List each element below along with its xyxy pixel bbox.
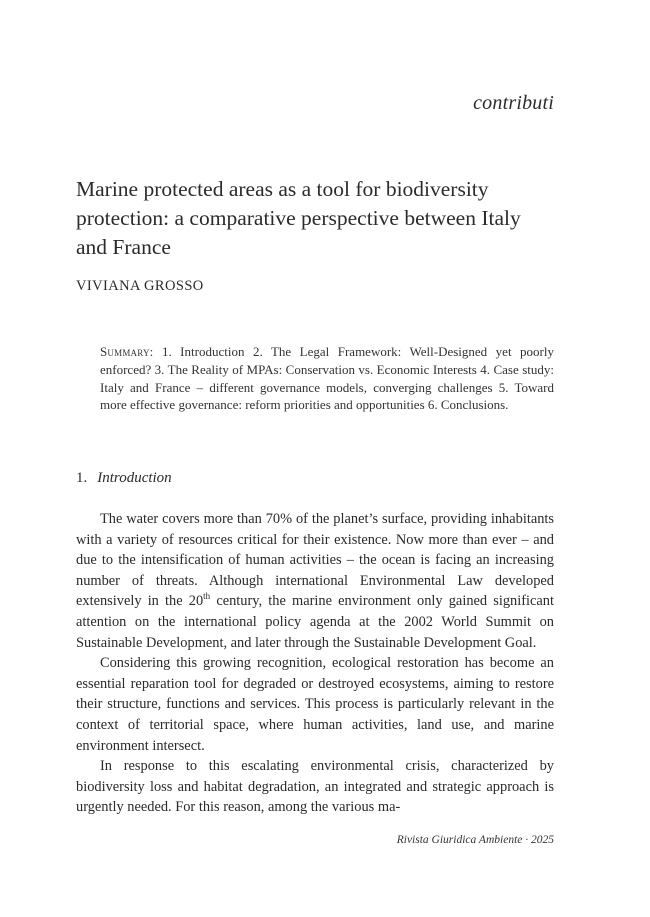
superscript-th: th — [203, 591, 211, 602]
summary — [100, 343, 554, 414]
body-text — [76, 509, 554, 818]
paragraph-3: In response to this escalating environmental crisis, characterized by biodiversity loss and habitat degradation, an integrated and strategic approach is urgently needed. For this reason, among the various ma- — [76, 758, 554, 816]
article-title: Marine protected areas as a tool for biodiversity protection: a comparative perspective between Italy and France — [76, 177, 521, 259]
section-heading — [76, 470, 172, 487]
article-author: VIVIANA GROSSO — [76, 278, 204, 294]
summary-label: Summary: — [100, 344, 154, 359]
section-title: Introduction — [97, 470, 172, 486]
journal-footer: Rivista Giuridica Ambiente · 2025 — [396, 834, 554, 846]
paragraph-1 — [76, 509, 554, 653]
section-label: contributi — [473, 92, 554, 114]
paragraph-1-part-a: The water covers more than 70% of the planet’s surface, providing inhabitants with a variety of resources critical for their existence. Now more than ever – and due to the intensification of human activities – the ocean is facing an increasing number of threats. Although international Environmental Law developed extensively in the 20 — [76, 511, 554, 610]
summary-text: 1. Introduction 2. The Legal Framework: Well-Designed yet poorly enforced? 3. The Reality of MPAs: Conservation vs. Economic Interests 4. Case study: Italy and France – different governance models, converging challenges 5. Toward more effective governance: reform priorities and opportunities 6. Conclusions. — [100, 344, 554, 413]
section-number: 1. — [76, 470, 88, 486]
paragraph-1-part-b: century, the marine environment only gained significant attention on the international policy agenda at the 2002 World Summit on Sustainable Development, and later through the Sustainable Development Goal. — [76, 593, 554, 651]
paragraph-2: Considering this growing recognition, ecological restoration has become an essential reparation tool for degraded or destroyed ecosystems, aiming to restore their structure, functions and services. This process is particularly relevant in the context of territorial space, where human activities, land use, and marine environment intersect. — [76, 655, 554, 754]
